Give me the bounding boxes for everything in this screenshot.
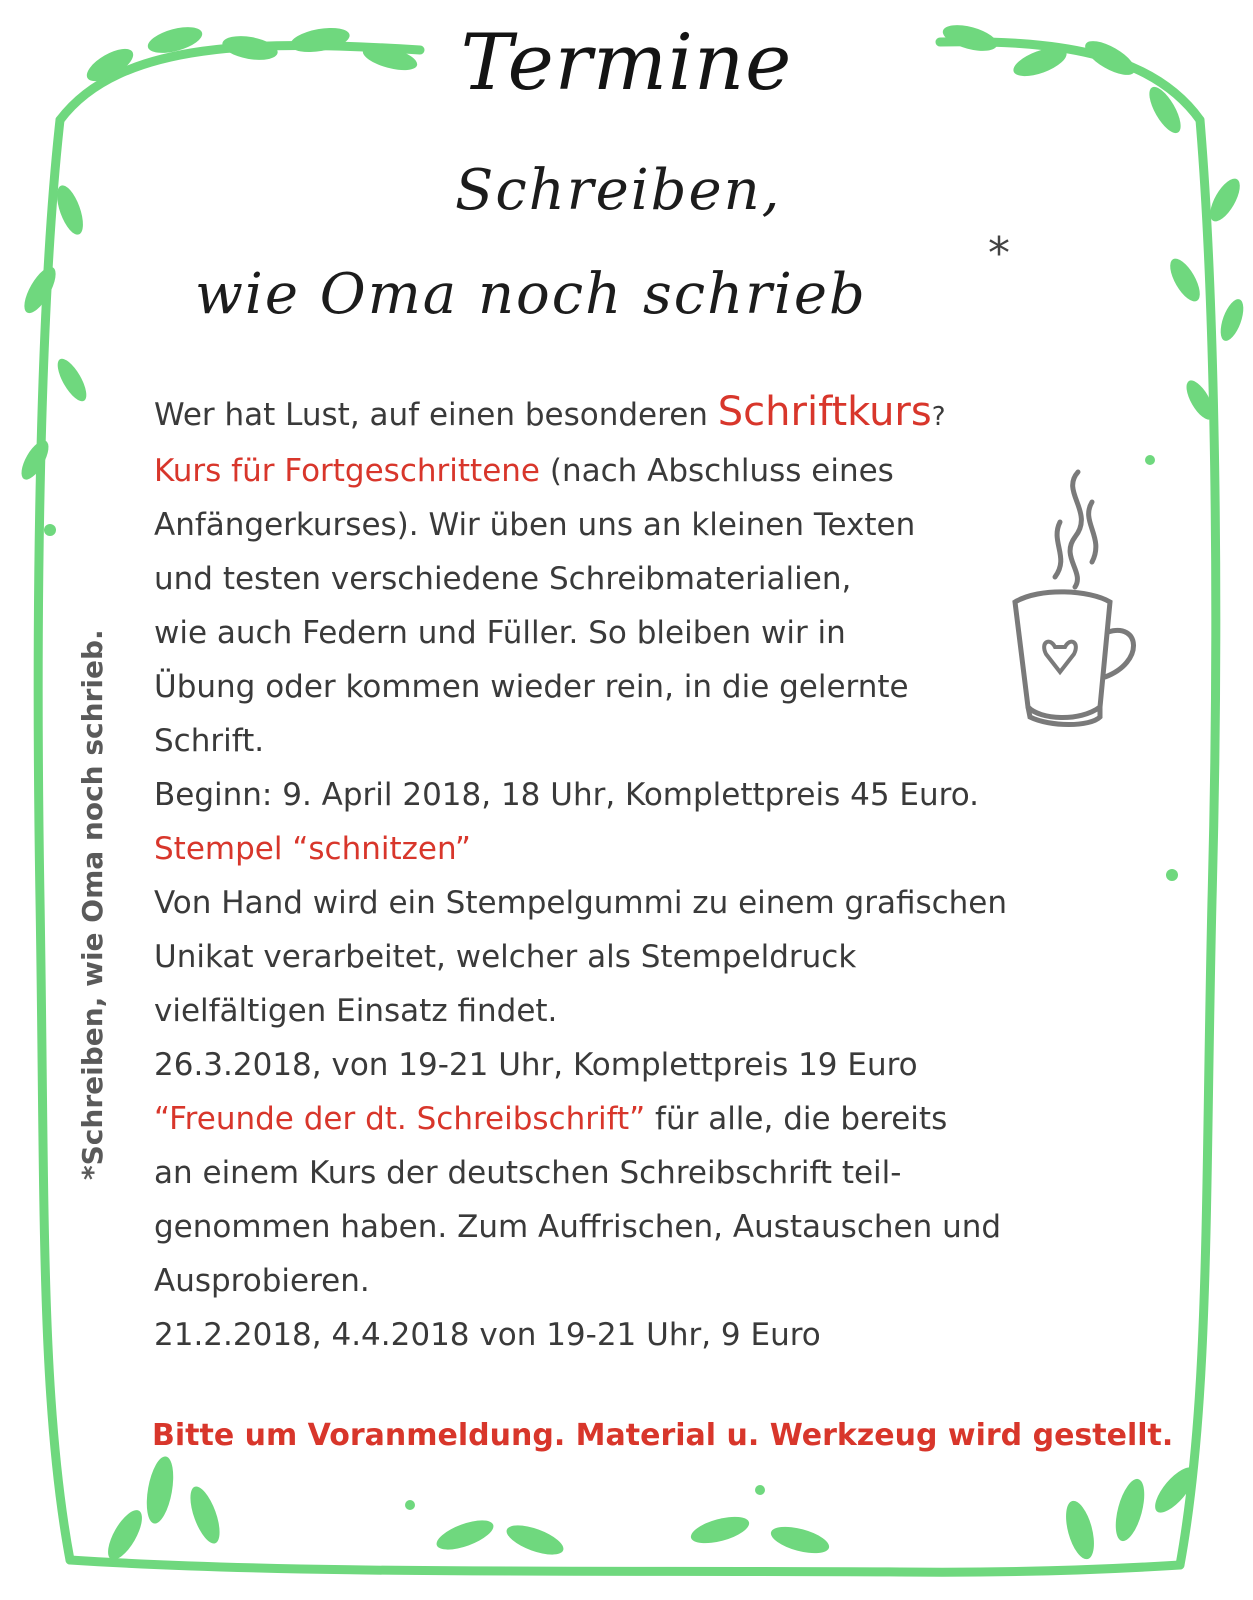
- course1-date: Beginn: 9. April 2018, 18 Uhr, Komplettpreis 45 Euro.: [154, 777, 979, 813]
- script-line-2: wie Oma noch schrieb: [195, 262, 867, 327]
- course1-line: wie auch Federn und Füller. So bleiben wir in: [154, 615, 846, 651]
- course-content: [154, 385, 1154, 1362]
- course1-line: Schrift.: [154, 723, 265, 759]
- course3-line: genommen haben. Zum Auffrischen, Austauschen und: [154, 1209, 1002, 1245]
- course3-line: Ausprobieren.: [154, 1263, 370, 1299]
- course3-line: für alle, die bereits: [645, 1101, 948, 1137]
- intro-question-mark: ?: [931, 402, 946, 432]
- course2-line: Von Hand wird ein Stempelgummi zu einem grafischen: [154, 885, 1008, 921]
- intro-text: Wer hat Lust, auf einen besonderen: [154, 397, 718, 433]
- course1-line: und testen verschiedene Schreibmaterialien,: [154, 561, 852, 597]
- footnote-asterisk: *: [988, 228, 1010, 279]
- intro-highlight: Schriftkurs: [717, 389, 932, 435]
- course1-heading-line: [154, 444, 1154, 498]
- page-title: Termine: [460, 18, 793, 108]
- script-line-1: Schreiben,: [455, 158, 782, 223]
- course2-date: 26.3.2018, von 19-21 Uhr, Komplettpreis 19 Euro: [154, 1047, 918, 1083]
- course3-heading-line: [154, 1092, 1154, 1146]
- course1-title: Kurs für Fortgeschrittene: [154, 453, 540, 489]
- course3-title: “Freunde der dt. Schreibschrift”: [154, 1101, 646, 1137]
- course2-line: vielfältigen Einsatz findet.: [154, 993, 558, 1029]
- course2-title: Stempel “schnitzen”: [154, 831, 471, 867]
- course3-line: an einem Kurs der deutschen Schreibschrift teil-: [154, 1155, 902, 1191]
- intro-line: [154, 385, 1154, 444]
- course2-line: Unikat verarbeitet, welcher als Stempeldruck: [154, 939, 857, 975]
- side-footnote: *Schreiben, wie Oma noch schrieb.: [76, 629, 109, 1180]
- course3-date: 21.2.2018, 4.4.2018 von 19-21 Uhr, 9 Euro: [154, 1317, 821, 1353]
- course1-line: Anfängerkurses). Wir üben uns an kleinen Texten: [154, 507, 916, 543]
- course1-line: Übung oder kommen wieder rein, in die gelernte: [154, 669, 909, 705]
- course1-line: (nach Abschluss eines: [540, 453, 894, 489]
- registration-note: Bitte um Voranmeldung. Material u. Werkzeug wird gestellt.: [152, 1418, 1174, 1453]
